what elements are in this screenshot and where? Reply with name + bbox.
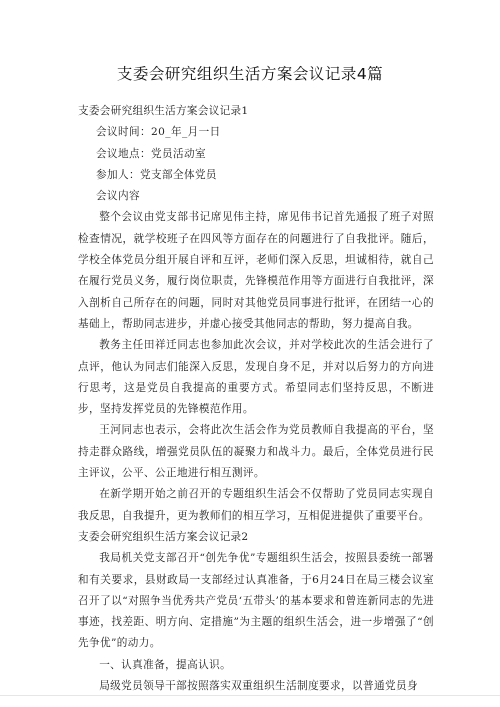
- record2-subheading: 一、认真准备，提高认识。: [99, 658, 232, 671]
- document-title: 支委会研究组织生活方案会议记录4篇: [116, 65, 384, 83]
- record1-paragraph: 在新学期开始之前召开的专题组织生活会不仅帮助了党员同志实现自我反思，自我提升，更为教师们的相互学习，互相促进提供了重要平台。: [78, 488, 434, 522]
- record2-paragraph: 我局机关党支部召开“创先争优”专题组织生活会，按照县委统一部署和有关要求，县财政局一支部经过认真准备，于6月24日在局三楼会议室召开了以“对照争当优秀共产党员‘五带头’的基本要求和曾连新同志的先进事迹，找差距、明方向、定措施”为主题的组织生活会，进一步增强了“创先争优”的动力。: [78, 552, 434, 650]
- record1-paragraph: 教务主任田祥迁同志也参加此次会议，并对学校此次的生活会进行了点评，他认为同志们能深入反思，发现自身不足，并对以后努力的方向进行思考，这是党员自我提高的重要方式。希望同志们坚持反思，不断进步，坚持发挥党员的先锋模范作用。: [78, 339, 434, 416]
- document-body: [78, 101, 434, 697]
- record1-heading: 支委会研究组织生活方案会议记录1: [78, 105, 249, 117]
- meeting-content-label: 会议内容: [96, 190, 140, 203]
- page-bottom-divider: [0, 695, 500, 696]
- meeting-place: 会议地点：党员活动室: [96, 147, 206, 160]
- record1-paragraph: 整个会议由党支部书记席见伟主持，席见伟书记首先通报了班子对照检查情况，就学校班子在四风等方面存在的问题进行了自我批评。随后，学校全体党员分组开展自评和互评，老师们深入反思，坦诚相待，就自己在履行党员义务，履行岗位职责，先锋模范作用等方面进行自我批评，深入剖析自己所存在的问题，同时对其他党员同事进行批评，在团结一心的基础上，帮助同志进步，并虚心接受其他同志的帮助，努力提高自我。: [78, 211, 434, 330]
- record1-paragraph: 王河同志也表示，会将此次生活会作为党员教师自我提高的平台，坚持走群众路线，增强党员队伍的凝聚力和战斗力。最后，全体党员进行民主评议，公平、公正地进行相互测评。: [78, 424, 434, 480]
- meeting-time: 会议时间：20_年_月一日: [96, 126, 221, 139]
- meeting-attendees: 参加人：党支部全体党员: [96, 168, 217, 181]
- record2-paragraph: 局级党员领导干部按照落实双重组织生活制度要求，以普通党员身: [99, 680, 419, 693]
- record2-heading: 支委会研究组织生活方案会议记录2: [78, 530, 249, 543]
